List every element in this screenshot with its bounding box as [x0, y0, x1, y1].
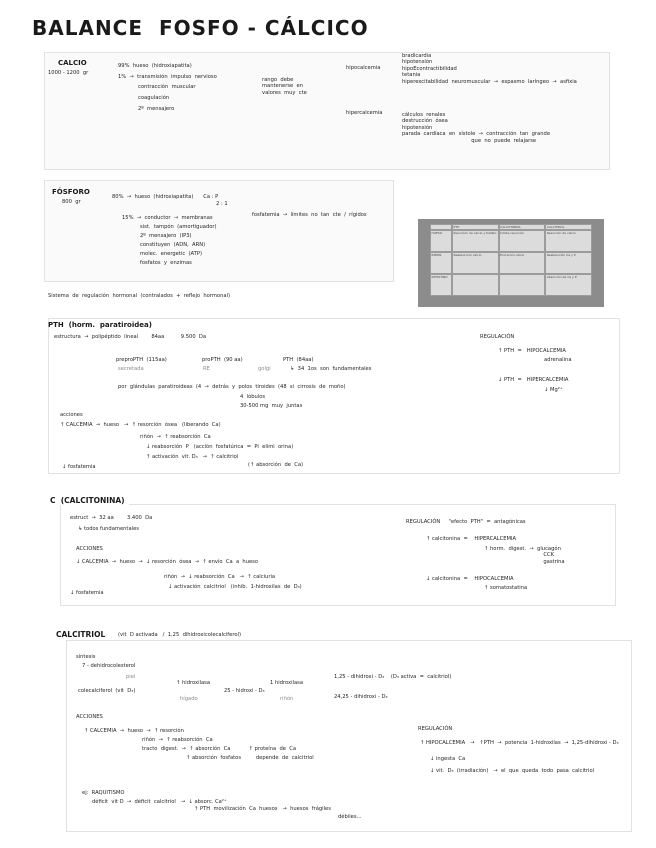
calcitriol-action-1: ↑ CALCEMIA → hueso → ↑ resorción — [84, 728, 184, 734]
calcitriol-action-3: tracto digest. → ↑ absorción Ca ↑ proteína de Ca — [142, 746, 297, 752]
photo-table-cell: Absorción de Ca y P — [545, 274, 592, 296]
calcio-hipercalcemia: hipercalcemia — [346, 110, 383, 116]
pth-pth: PTH (84aa) — [283, 357, 314, 363]
pth-preproPTH: preproPTH (115aa) — [116, 357, 167, 363]
calcitriol-hidroxilasa-1: ↑ hidroxilasa — [176, 680, 211, 686]
photo-table-cell: Reabsorción calcio — [452, 252, 499, 274]
calcio-line-4: coagulación — [138, 95, 170, 101]
photo-table-cell: Excreción calcio — [499, 252, 546, 274]
photo-table-cell: Inhibe resorción — [499, 230, 546, 252]
calcitriol-colecalciferol: colecalciferol (vit D₃) — [78, 688, 136, 694]
calcio-hiper-items: cálculos renales destrucción ósea hipotensión parada cardíaca en sístole → contracción tan grande que no puede relajarse — [402, 112, 551, 144]
calcitriol-action-2: riñón → ↑ reabsorción Ca — [142, 737, 213, 743]
calcitonina-estructura-note: ↳ todos fundamentales — [78, 526, 139, 532]
pth-fosfatemia: ↓ fosfatemia — [62, 464, 96, 470]
calcitriol-sintesis: síntesis — [76, 654, 96, 660]
calcitriol-reg-2: ↓ ingesta Ca — [430, 756, 466, 762]
pth-proPTH: proPTH (90 aa) — [202, 357, 243, 363]
calcio-line-5: 2º mensajero — [138, 106, 175, 112]
calcitonina-reg-1: ↑ calcitonina = HIPERCALCEMIA — [426, 536, 517, 542]
photo-table-cell: INTESTINO — [430, 274, 452, 296]
calcitonina-reg-2: ↓ calcitonina = HIPOCALCEMIA — [426, 576, 514, 582]
pth-action-2: riñón → ↑ reabsorción Ca — [140, 434, 211, 440]
fosforo-line-7: fosfatos y enzimas — [140, 260, 192, 266]
calcitriol-acciones: ACCIONES — [76, 714, 103, 720]
calcitonina-action-1: ↓ CALCEMIA → hueso → ↓ resorción ósea → ↑ envío Ca a hueso — [76, 559, 259, 565]
calcitonina-acciones: ACCIONES — [76, 546, 103, 552]
fosforo-section — [44, 180, 394, 282]
calcitonina-action-3: ↓ activación calcitriol (inhib. 1-hidroxilas de D₃) — [168, 584, 302, 590]
photo-table-cell: Resorción de calcio y fosfato — [452, 230, 499, 252]
calcio-heading: CALCIO — [58, 59, 87, 67]
page-title: BALANCE FOSFO - CÁLCICO — [32, 16, 369, 40]
pth-action-3: ↓ reabsorción P (acción fosfatúrica = Pi elimi orina) — [146, 444, 294, 450]
pth-reg-2b: ↓ Mg²⁺ — [544, 387, 563, 393]
pth-re: RE — [203, 366, 210, 372]
calcitonina-reg-2b: ↑ somatostatina — [484, 585, 528, 591]
calcitriol-dehidrocolesterol: 7 - dehidrocolesterol — [82, 663, 136, 669]
calcitriol-deficit: déficit vit D → déficit calcitriol → ↓ absorc. Ca²⁺ — [92, 799, 227, 805]
pth-aa34: ↳ 34 1os son fundamentales — [290, 366, 372, 372]
calcitriol-rinon: riñón — [280, 696, 294, 702]
regulation-system-note: Sistema de regulación hormonal (contralados + reflejo hormonal) — [48, 293, 231, 299]
calcitriol-action-4: ↑ absorción fosfatos depende de calcitriol — [186, 755, 314, 761]
pth-secretada: secretada — [118, 366, 144, 372]
calcio-range: 1000 - 1200 gr — [48, 70, 89, 76]
calcitriol-higado: hígado — [180, 696, 198, 702]
calcitriol-pth-mobilization: ↑ PTH movilización Ca huesos → huesos frágiles — [194, 806, 331, 812]
fosforo-range: 800 gr — [62, 199, 81, 205]
pth-secretion-2: 4 lóbulos — [240, 394, 266, 400]
calcitriol-regulacion: REGULACIÓN — [418, 726, 453, 732]
fosforo-fosfatemia: fosfatemia → límites no tan cte / rígidos — [252, 212, 367, 218]
photo-table-header-cell: PTH — [452, 224, 499, 230]
pth-regulacion: REGULACIÓN — [480, 334, 515, 340]
calcio-line-2: 1% → transmisión impulso nervioso — [118, 74, 217, 80]
pth-action-1: ↑ CALCEMIA → hueso → ↑ resorción ósea (liberando Ca) — [60, 422, 221, 428]
pth-action-5: (↑ absorción de Ca) — [248, 462, 304, 468]
pth-reg-1b: adrenalina — [544, 357, 572, 363]
calcitonina-action-2: riñón → ↓ reabsorción Ca → ↑ calciuria — [164, 574, 276, 580]
fosforo-heading: FÓSFORO — [52, 188, 90, 196]
pth-heading: PTH (horm. paratiroidea) — [48, 321, 152, 329]
fosforo-line-2: 15% → conductor → membranas — [122, 215, 213, 221]
photo-table-cell: Reabsorción Ca y P — [545, 252, 592, 274]
calcio-line-3: contracción muscular — [138, 84, 196, 90]
fosforo-line-4: 2º mensajero (IP3) — [140, 233, 192, 239]
table-photo — [418, 219, 604, 307]
photo-table-header-cell: CALCITRIOL — [545, 224, 592, 230]
calcio-hipocalcemia: hipocalcemia — [346, 65, 381, 71]
pth-acciones: acciones — [60, 412, 83, 418]
calcitonina-heading: C (CALCITONINA) — [50, 496, 129, 505]
calcitriol-raquitismo: ej: RAQUITISMO — [82, 790, 125, 796]
pth-golgi: golgi — [258, 366, 271, 372]
calcitonina-reg-1b: ↑ horm. digest. → glucagón CCK gastrina — [484, 546, 565, 565]
pth-section — [48, 318, 620, 474]
fosforo-line-1: 80% → hueso (hidroxiapatita) Ca : P — [112, 194, 219, 200]
photo-table-cell: HUESO — [430, 230, 452, 252]
calcitriol-25-hidroxi: 25 - hidroxi - D₃ — [224, 688, 265, 694]
calcio-hipo-items: bradicardia hipotensión hipoEcontractibilidad tetania hiperexcitabilidad neuromuscular → espasmo laríngeo → asfixia — [402, 53, 577, 85]
photo-table-header-cell: CALCITONINA — [499, 224, 546, 230]
photo-table-cell: RIÑÓN — [430, 252, 452, 274]
fosforo-line-6: molec. energetic (ATP) — [140, 251, 202, 257]
photo-table-cell — [499, 274, 546, 296]
pth-reg-1: ↑ PTH = HIPOCALCEMIA — [498, 348, 566, 354]
calcio-line-1: 99% hueso (hidroxiapatita) — [118, 63, 192, 69]
calcitriol-piel: piel — [126, 674, 136, 680]
calcio-range-note: rango debe mantenerse en valores muy cte — [262, 77, 307, 96]
photo-table-grid — [430, 224, 592, 296]
calcitriol-2425-dihidroxi: 24,25 - dihidroxi - D₃ — [334, 694, 388, 700]
pth-secretion-3: 30-500 mg muy juntas — [240, 403, 303, 409]
calcitriol-subtitle: (vit D activada / 1,25 dihidroxicolecalciferol) — [118, 632, 241, 638]
photo-table-cell — [452, 274, 499, 296]
calcitonina-regulacion: REGULACIÓN "efecto PTH" = antagónicas — [406, 519, 526, 525]
fosforo-line-5: constituyen (ADN, ARN) — [140, 242, 206, 248]
pth-estructura: estructura → polipéptido lineal 84aa 9.500 Da — [54, 334, 207, 340]
calcitriol-debiles: débiles... — [338, 814, 362, 820]
calcitriol-reg-3: ↓ vit. D₃ (irradiación) → el que queda todo pasa calcitriol — [430, 768, 595, 774]
calcitriol-125-dihidroxi: 1,25 - dihidroxi - D₃ (D₃ activa = calcitriol) — [334, 674, 452, 680]
pth-action-4: ↑ activación vit. D₃ → ↑ calcitriol — [146, 454, 239, 460]
calcitriol-heading: CALCITRIOL — [56, 630, 109, 639]
calcitonina-fosfatemia: ↓ fosfatemia — [70, 590, 104, 596]
photo-table-cell: Resorción de calcio — [545, 230, 592, 252]
pth-reg-2: ↓ PTH = HIPERCALCEMIA — [498, 377, 569, 383]
calcitriol-hidroxilasa-2: 1 hidroxilasa — [270, 680, 304, 686]
fosforo-line-3: sist. tampón (amortiguador) — [140, 224, 217, 230]
fosforo-ratio: 2 : 1 — [216, 201, 228, 207]
pth-secretion-1: por glándulas paratiroideas (4 → detrás y polos tiroides (48 si cirrosis de moño) — [118, 384, 346, 390]
calcitriol-reg-1: ↑ HIPOCALCEMIA → ↑PTH → potencia 1-hidroxilas → 1,25-dihidroxi - D₃ — [420, 740, 619, 746]
calcitonina-estructura: estruct → 32 aa 3.400 Da — [70, 515, 153, 521]
